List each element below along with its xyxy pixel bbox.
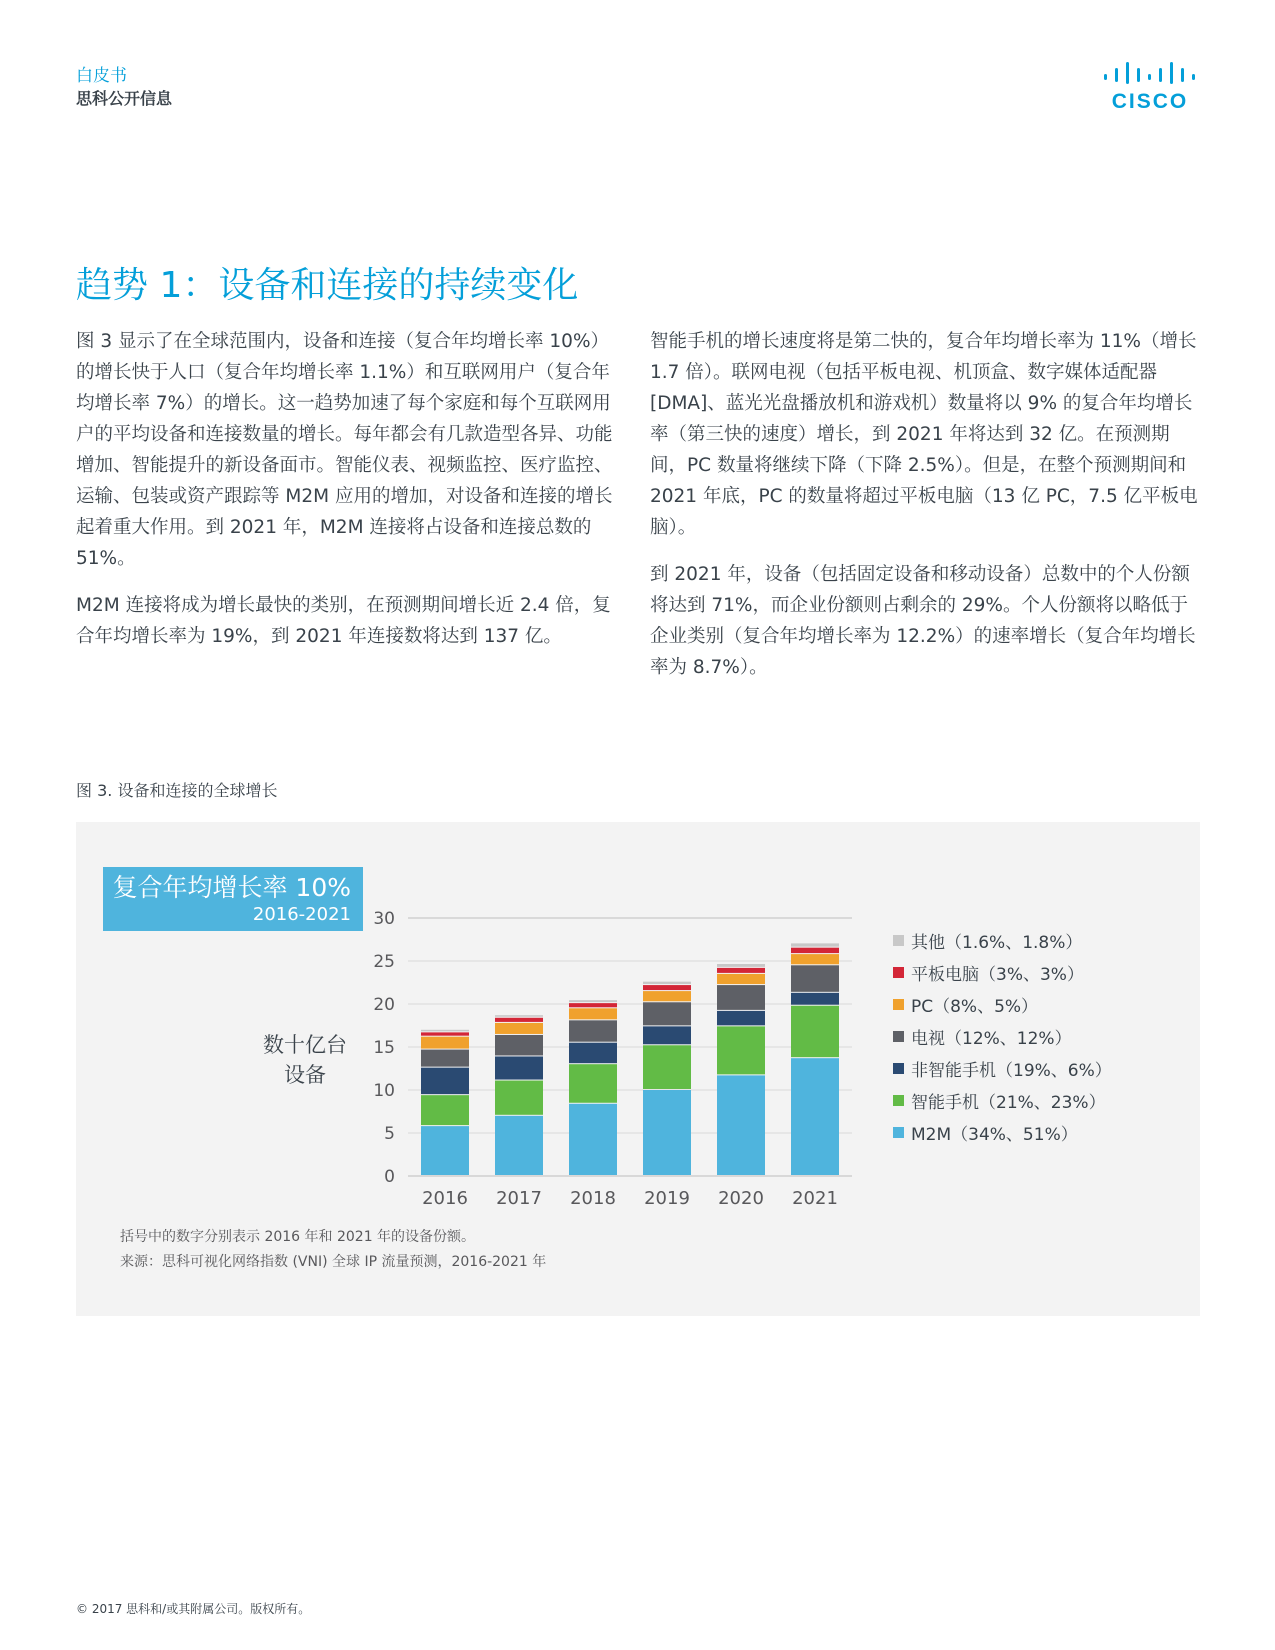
chart-legend (893, 924, 1112, 1148)
figure-note: 括号中的数字分别表示 2016 年和 2021 年的设备份额。 (120, 1229, 476, 1245)
legend-swatch (893, 1031, 904, 1042)
bar-segment (421, 1050, 469, 1067)
y-tick-label: 5 (384, 1124, 395, 1144)
y-tick-label: 0 (384, 1167, 395, 1187)
legend-label: 电视（12%、12%） (911, 1028, 1072, 1049)
bar-segment (643, 1045, 691, 1089)
paragraph: 图 3 显示了在全球范围内，设备和连接（复合年均增长率 10%）的增长快于人口（复合年均增长率 1.1%）和互联网用户（复合年均增长率 7%）的增长。这一趋势加速了每个家庭和每个互联网用户的平均设备和连接数量的增长。每年都会有几款造型各异、功能增加、智能提升的新设备面市。智能仪表、视频监控、医疗监控、运输、包装或资产跟踪等 M2M 应用的增加，对设备和连接的增长起着重大作用。到 2021 年，M2M 连接将占设备和连接总数的 51%。 (76, 331, 613, 569)
legend-swatch (893, 1063, 904, 1074)
y-axis-label-line: 数十亿台 (263, 1033, 347, 1057)
cisco-logo-text: CISCO (1111, 90, 1189, 113)
legend-swatch (893, 967, 904, 978)
bar-segment (643, 1090, 691, 1175)
legend-label: 非智能手机（19%、6%） (911, 1060, 1112, 1081)
bar-segment (495, 1015, 543, 1017)
legend-swatch (893, 1127, 904, 1138)
bar-segment (791, 948, 839, 953)
bar-segment (717, 1011, 765, 1025)
legend-item (893, 988, 1112, 1020)
y-tick-label: 25 (373, 952, 395, 972)
legend-label: 平板电脑（3%、3%） (911, 964, 1084, 985)
bar-segment (421, 1095, 469, 1125)
bar-segment (495, 1023, 543, 1034)
bar-segment (717, 968, 765, 973)
bar-segment (791, 965, 839, 992)
bar-segment (495, 1081, 543, 1115)
bar-segment (717, 1026, 765, 1074)
x-tick-label: 2021 (792, 1188, 838, 1209)
bar-segment (569, 1008, 617, 1019)
page-title: 趋势 1：设备和连接的持续变化 (76, 265, 579, 306)
legend-item (893, 1116, 1112, 1148)
bar-segment (791, 954, 839, 964)
doc-type-label: 白皮书 (76, 66, 127, 86)
x-tick-label: 2020 (718, 1188, 764, 1209)
legend-swatch (893, 1095, 904, 1106)
x-tick-label: 2016 (422, 1188, 468, 1209)
bar-segment (717, 985, 765, 1010)
y-tick-label: 30 (373, 909, 395, 929)
copyright-footer: © 2017 思科和/或其附属公司。版权所有。 (76, 1602, 311, 1616)
bar-segment (495, 1116, 543, 1175)
paragraph: 智能手机的增长速度将是第二快的，复合年均增长率为 11%（增长 1.7 倍）。联网电视（包括平板电视、机顶盒、数字媒体适配器 [DMA]、蓝光光盘播放机和游戏机）数量将以 9% 的复合年均增长率（第三快的速度）增长，到 2021 年将达到 32 亿。在预测期间，PC 数量将继续下降（下降 2.5%）。但是，在整个预测期间和 2021 年底，PC 的数量将超过平板电脑（13 亿 PC，7.5 亿平板电脑）。 (650, 331, 1198, 538)
bar-segment (569, 1104, 617, 1175)
bar-segment (791, 943, 839, 946)
bar-segment (569, 1000, 617, 1002)
bar-segment (717, 1075, 765, 1175)
bar-segment (495, 1056, 543, 1079)
legend-item (893, 956, 1112, 988)
bar-segment (421, 1126, 469, 1175)
y-tick-label: 10 (373, 1081, 395, 1101)
bar-segment (569, 1064, 617, 1103)
bar-segment (421, 1030, 469, 1032)
bar-segment (643, 1026, 691, 1044)
figure-source: 来源：思科可视化网络指数 (VNI) 全球 IP 流量预测，2016-2021 年 (120, 1254, 547, 1270)
legend-label: M2M（34%、51%） (911, 1124, 1078, 1145)
bar-segment (569, 1043, 617, 1064)
legend-label: 其他（1.6%、1.8%） (911, 932, 1083, 953)
legend-label: PC（8%、5%） (911, 996, 1039, 1017)
bar-segment (569, 1020, 617, 1041)
cagr-label: 复合年均增长率 10% (112, 873, 351, 902)
legend-item (893, 1052, 1112, 1084)
bar-segment (421, 1068, 469, 1095)
paragraph: 到 2021 年，设备（包括固定设备和移动设备）总数中的个人份额将达到 71%，而企业份额则占剩余的 29%。个人份额将以略低于企业类别（复合年均增长率为 12.2%）的速率增长（复合年均增长率为 8.7%）。 (650, 564, 1196, 678)
x-tick-label: 2017 (496, 1188, 542, 1209)
bar-segment (791, 993, 839, 1005)
classification-label: 思科公开信息 (76, 89, 173, 108)
figure-caption: 图 3. 设备和连接的全球增长 (76, 781, 278, 800)
bar-segment (717, 974, 765, 984)
x-tick-label: 2019 (644, 1188, 690, 1209)
bar-segment (717, 964, 765, 967)
y-tick-label: 15 (373, 1038, 395, 1058)
legend-swatch (893, 935, 904, 946)
bar-segment (643, 1002, 691, 1025)
bar-segment (421, 1037, 469, 1049)
paragraph: M2M 连接将成为增长最快的类别，在预测期间增长近 2.4 倍，复合年均增长率为 19%，到 2021 年连接数将达到 137 亿。 (76, 595, 611, 647)
legend-item (893, 1020, 1112, 1052)
bar-segment (791, 1058, 839, 1175)
legend-item (893, 924, 1112, 956)
bar-segment (643, 982, 691, 984)
legend-item (893, 1084, 1112, 1116)
legend-swatch (893, 999, 904, 1010)
bar-segment (421, 1032, 469, 1035)
bar-segment (791, 1006, 839, 1057)
y-axis-label-line: 设备 (284, 1063, 326, 1087)
cagr-period: 2016-2021 (252, 904, 351, 925)
bar-segment (495, 1035, 543, 1056)
bar-segment (495, 1018, 543, 1022)
bar-segment (569, 1003, 617, 1007)
x-tick-label: 2018 (570, 1188, 616, 1209)
legend-label: 智能手机（21%、23%） (911, 1092, 1106, 1113)
bar-segment (643, 985, 691, 990)
y-tick-label: 20 (373, 995, 395, 1015)
bar-segment (643, 991, 691, 1001)
